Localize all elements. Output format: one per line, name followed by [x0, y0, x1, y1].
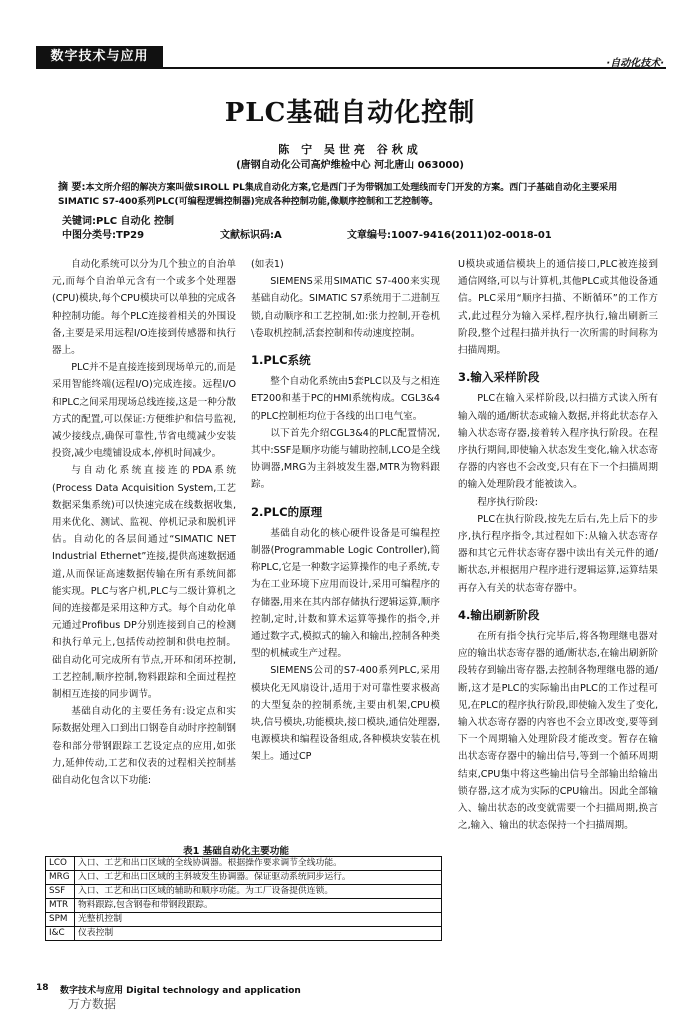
- table-cell-desc: 入口、工艺和出口区域的主斜坡发生协调器。保证驱动系统同步运行。: [75, 871, 442, 885]
- table-caption: 表1 基础自动化主要功能: [183, 846, 289, 857]
- keywords: 关键词:PLC 自动化 控制: [62, 216, 175, 227]
- functions-table: [45, 856, 442, 941]
- paragraph: PLC在输入采样阶段,以扫描方式读入所有输入端的通/断状态或输入数据,并将此状态存入输入状态寄存器,接着转入程序执行阶段。在程序执行期间,即使输入状态发生变化,输入状态寄存器的内容也不会改变,只有在下一个扫描周期的输入处理阶段才能被读入。: [458, 393, 658, 491]
- paragraph: SIEMENS采用SIMATIC S7-400来实现基础自动化。SIMATIC S7系统用于二进制互锁,自动顺序和工艺控制,如:张力控制,开卷机\卷取机控制,活套控制和传动速度控制。: [251, 276, 440, 339]
- paragraph: 与自动化系统直接连的PDA系统(Process Data Acquisition System,工艺数据采集系统)可以快速完成在线数据收集,用来优化、测试、监视、停机记录和脱机评估。自动化的各层间通过“SIMATIC NET Industrial Ethernet”连接,提供高速数据通道,从而保证高速数据传输在所有系统间都能实现。PLC与客户机,PLC与二级计算机之间的连接都是采用这种方式。每个自动化单元通过Profibus DP分别连接到自己的检测和执行单元上,包括传动控制和供电控制。础自动化可完成所有节点,开环和闭环控制,工艺控制,顺序控制,物料跟踪和全面过程控制相互连接的同步调节。: [52, 465, 236, 701]
- table-row: [46, 927, 442, 941]
- authors: 陈 宁 吴世亮 谷秋成: [278, 143, 422, 156]
- document-code: 文献标识码:A: [220, 230, 282, 241]
- table-cell-code: I&C: [46, 927, 75, 941]
- abstract-label: 摘 要:: [58, 182, 86, 193]
- class-number: 中图分类号:TP29: [62, 230, 145, 241]
- table-row: [46, 899, 442, 913]
- subheading: 程序执行阶段:: [477, 496, 538, 508]
- paragraph: 整个自动化系统由5套PLC以及与之相连ET200和基于PC的HMI系统构成。CGL3&4的PLC控制柜均位于各线的出口电气室。: [251, 376, 440, 422]
- paragraph: U模块或通信模块上的通信接口,PLC被连接到通信网络,可以与计算机,其他PLC或其他设备通信。PLC采用“顺序扫描、不断循环”的工作方式,此过程分为输入采样,程序执行,输出刷新三阶段,整个过程扫描并执行一次所需的时间称为扫描周期。: [458, 259, 658, 357]
- body-column-3: [458, 256, 658, 835]
- section-heading-2: 2.PLC的原理: [251, 504, 323, 519]
- table-cell-desc: 光整机控制: [75, 913, 442, 927]
- affiliation: (唐钢自动化公司高炉维检中心 河北唐山 063000): [236, 160, 464, 171]
- header-rule: [36, 67, 666, 69]
- paragraph: (如表1): [251, 259, 284, 270]
- table-row: [46, 857, 442, 871]
- section-tag: 数字技术与应用: [36, 46, 163, 68]
- paragraph: 自动化系统可以分为几个独立的自治单元,而每个自治单元含有一个或多个处理器(CPU)模块,每个CPU模块可以单独的完成各种控制功能。每个PLC连接着相关的外围设备,主要是采用远程I/O连接到传感器和执行器上。: [52, 259, 236, 357]
- paragraph: PLC在执行阶段,按先左后右,先上后下的步序,执行程序指令,其过程如下:从输入状态寄存器和其它元件状态寄存器中读出有关元件的通/断状态,并根据用户程序进行逻辑运算,运算结果再存入有关的状态寄存器中。: [458, 513, 658, 594]
- table-cell-code: MTR: [46, 899, 75, 913]
- table-cell-desc: 仪表控制: [75, 927, 442, 941]
- table-cell-desc: 入口、工艺和出口区域的辅助和顺序功能。为工厂设备提供连锁。: [75, 885, 442, 899]
- body-column-2: [251, 256, 440, 766]
- section-heading-3: 3.输入采样阶段: [458, 370, 540, 385]
- table-cell-code: SSF: [46, 885, 75, 899]
- table-cell-desc: 入口、工艺和出口区域的全线协调器。根据操作要求调节全线功能。: [75, 857, 442, 871]
- abstract: [58, 181, 658, 209]
- table-cell-code: MRG: [46, 871, 75, 885]
- section-heading-1: 1.PLC系统: [251, 353, 311, 368]
- paragraph: 以下首先介绍CGL3&4的PLC配置情况,其中:SSF是顺序功能与辅助控制,LCO是全线协调器,MRG为主斜坡发生器,MTR为物料跟踪。: [251, 427, 440, 491]
- paragraph: 基础自动化的主要任务有:设定点和实际数据处理入口到出口钢卷自动时序控制钢卷和部分带钢跟踪工艺设定点的应用,如张力,延伸传动,工艺和仪表的过程相关控制基础自动化包含以下功能:: [52, 706, 236, 787]
- article-number: 文章编号:1007-9416(2011)02-0018-01: [347, 230, 552, 241]
- table-cell-code: SPM: [46, 913, 75, 927]
- page-title: PLC基础自动化控制: [224, 98, 476, 128]
- page-number: 18: [36, 983, 49, 993]
- table-cell-code: LCO: [46, 857, 75, 871]
- paragraph: PLC并不是直接连接到现场单元的,而是采用智能终端(远程I/O)完成连接。远程I/O和PLC之间采用现场总线连接,这是一种分散方式的配置,可以保证:方便维护和信号监视,减少接线点,确保可靠性,节省电缆减少安装投资,减少电缆铺设成本,停机时间减少。: [52, 362, 236, 460]
- paragraph: 在所有指令执行完毕后,将各物理继电器对应的输出状态寄存器的通/断状态,在输出刷新阶段转存到输出寄存器,去控制各物理继电器的通/断,这才是PLC的实际输出由PLC的工作过程可见,在PLC的程序执行阶段,即使输入发生了变化,输入状态寄存器的内容也不会立即改变,要等到下一个周期输入处理阶段才能改变。暂存在输出状态寄存器中的输出信号,等到一个循环周期结束,CPU集中将这些输出信号全部输出给输出锁存器,这才成为实际的CPU输出。因此全部输入、输出状态的改变就需要一个扫描周期,换言之,输入、输出的状态保持一个扫描周期。: [458, 631, 658, 832]
- table-row: [46, 871, 442, 885]
- journal-footer: 数字技术与应用 Digital technology and application: [60, 986, 301, 996]
- paragraph: SIEMENS公司的S7-400系列PLC,采用模块化无风扇设计,适用于对可靠性要求极高的大型复杂的控制系统,主要由机架,CPU模块,信号模块,功能模块,接口模块,通信处理器,电源模块和编程设备组成,各种模块安装在机架上。通过CP: [251, 665, 440, 763]
- header-right-label: ·自动化技术·: [606, 58, 664, 69]
- body-column-1: [52, 256, 236, 789]
- table-row: [46, 885, 442, 899]
- watermark: 万方数据: [68, 997, 117, 1011]
- table-row: [46, 913, 442, 927]
- paragraph: 基础自动化的核心硬件设备是可编程控制器(Programmable Logic Controller),简称PLC,它是一种数字运算操作的电子系统,专为在工业环境下应用而设计,采用可编程序的存储器,用来在其内部存储执行逻辑运算,顺序控制,定时,计数和算术运算等操作的指令,并通过数字式,模拟式的输入和输出,控制各种类型的机械或生产过程。: [251, 527, 440, 660]
- table-cell-desc: 物料跟踪,包含钢卷和带钢段跟踪。: [75, 899, 442, 913]
- section-heading-4: 4.输出刷新阶段: [458, 607, 540, 622]
- abstract-text: 本文所介绍的解决方案叫做SIROLL PL集成自动化方案,它是西门子为带钢加工处理线而专门开发的方案。西门子基础自动化主要采用SIMATIC S7-400系列PLC(可编程逻辑控制器)完成各种控制功能,像顺序控制和工艺控制等。: [58, 183, 618, 207]
